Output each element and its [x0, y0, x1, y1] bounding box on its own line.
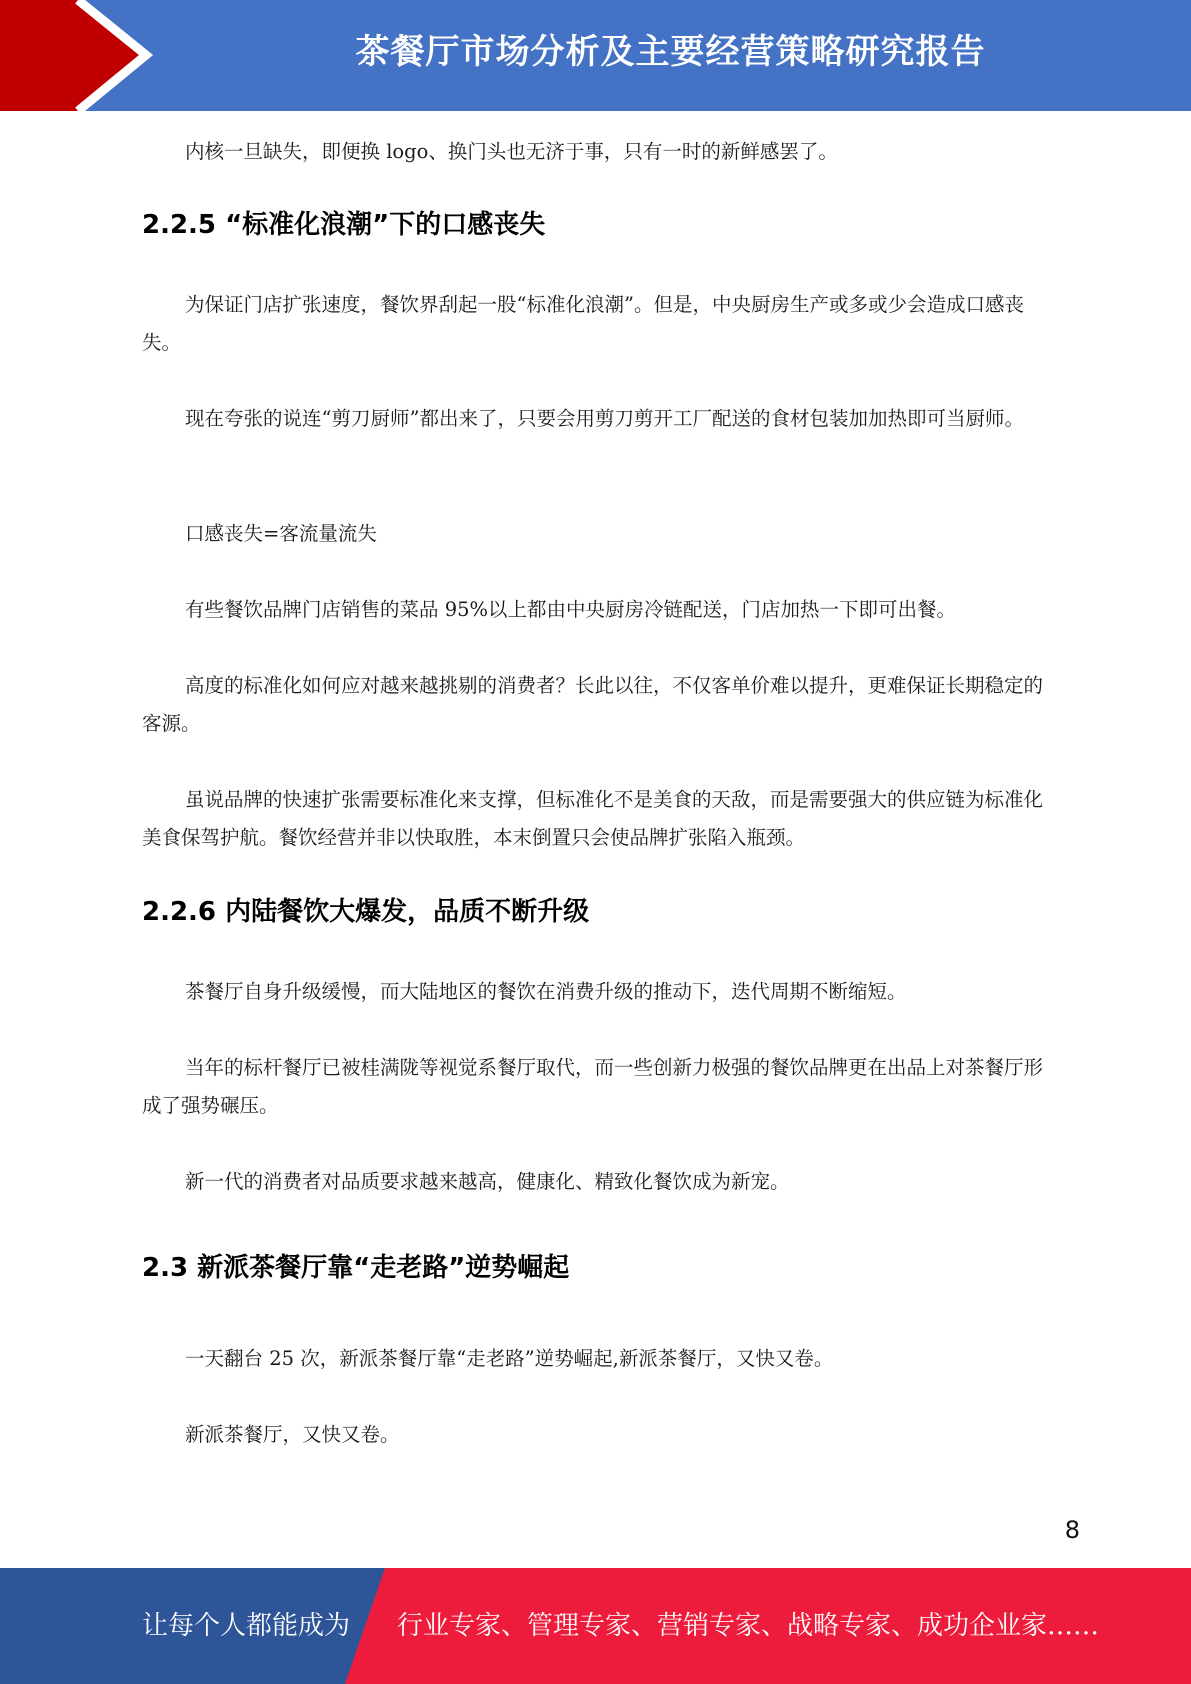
paragraph: 新一代的消费者对品质要求越来越高，健康化、精致化餐饮成为新宠。: [185, 1170, 790, 1193]
paragraph: 新派茶餐厅，又快又卷。: [185, 1423, 400, 1446]
paragraph: 现在夸张的说连“剪刀厨师”都出来了，只要会用剪刀剪开工厂配送的食材包装加加热即可当厨师。: [185, 407, 1024, 430]
paragraph: 口感丧失=客流量流失: [185, 522, 377, 545]
paragraph: 虽说品牌的快速扩张需要标准化来支撑，但标准化不是美食的天敌，而是需要强大的供应链为标准化美食保驾护航。餐饮经营并非以快取胜，本末倒置只会使品牌扩张陷入瓶颈。: [142, 788, 1044, 849]
footer-slogan-left: 让每个人都能成为: [142, 1611, 351, 1641]
paragraph: 高度的标准化如何应对越来越挑剔的消费者？长此以往，不仅客单价难以提升，更难保证长期稳定的客源。: [142, 674, 1044, 735]
heading-2-3: 2.3 新派茶餐厅靠“走老路”逆势崛起: [142, 1253, 570, 1283]
paragraph: 为保证门店扩张速度，餐饮界刮起一股“标准化浪潮”。但是，中央厨房生产或多或少会造成口感丧失。: [142, 293, 1024, 354]
page-footer: [0, 1568, 1191, 1684]
page-header: [0, 0, 1191, 111]
paragraph: 茶餐厅自身升级缓慢，而大陆地区的餐饮在消费升级的推动下，迭代周期不断缩短。: [185, 980, 907, 1003]
page-number: 8: [1064, 1516, 1080, 1544]
heading-2-2-6: 2.2.6 内陆餐饮大爆发，品质不断升级: [142, 897, 590, 927]
footer-slogan-right: 行业专家、管理专家、营销专家、战略专家、成功企业家……: [397, 1611, 1100, 1641]
paragraph: 一天翻台 25 次，新派茶餐厅靠“走老路”逆势崛起,新派茶餐厅，又快又卷。: [185, 1347, 834, 1370]
heading-2-2-5: 2.2.5 “标准化浪潮”下的口感丧失: [142, 210, 546, 240]
paragraph-intro: 内核一旦缺失，即便换 logo、换门头也无济于事，只有一时的新鲜感罢了。: [185, 140, 838, 163]
paragraph: 当年的标杆餐厅已被桂满陇等视觉系餐厅取代，而一些创新力极强的餐饮品牌更在出品上对茶餐厅形成了强势碾压。: [142, 1056, 1044, 1117]
header-title: 茶餐厅市场分析及主要经营策略研究报告: [355, 32, 986, 72]
paragraph: 有些餐饮品牌门店销售的菜品 95%以上都由中央厨房冷链配送，门店加热一下即可出餐。: [185, 598, 957, 621]
